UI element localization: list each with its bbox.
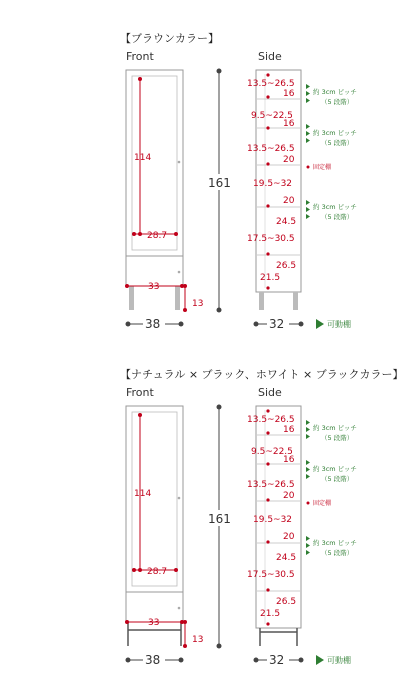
front-view <box>125 406 203 648</box>
side-label: Side <box>258 50 282 63</box>
side-dim: 20 <box>283 196 295 206</box>
green-note-line2: （5 段階） <box>321 475 354 483</box>
front-glass-door <box>132 412 177 586</box>
side-dim: 16 <box>283 89 295 99</box>
front-cabinet-outline <box>126 70 183 286</box>
side-leg-right <box>293 292 298 310</box>
side-dim: 9.5~22.5 <box>251 447 293 457</box>
side-dim: 13.5~26.5 <box>247 144 295 154</box>
front-label: Front <box>126 50 154 63</box>
door-knob <box>178 161 181 164</box>
front-leg-left <box>129 286 134 310</box>
lower-width-value: 33 <box>148 282 160 292</box>
bottom-widths <box>126 652 352 667</box>
side-dim: 20 <box>283 532 295 542</box>
section-title: 【ナチュラル × ブラック、ホワイト × ブラックカラー】 <box>120 368 404 381</box>
front-width-value: 38 <box>145 653 161 667</box>
lower-width-value: 33 <box>148 618 160 628</box>
green-note-line2: （5 段階） <box>321 549 354 557</box>
side-view <box>247 406 301 646</box>
leg-height-value: 13 <box>192 299 204 309</box>
front-width-value: 38 <box>145 317 161 331</box>
leg-height-value: 13 <box>192 635 204 645</box>
green-note-line1: 約 3cm ピッチ <box>313 424 357 432</box>
section-natural-white <box>120 368 404 667</box>
green-note-line2: （5 段階） <box>321 213 354 221</box>
green-note-line1: 約 3cm ピッチ <box>313 88 357 96</box>
door-knob <box>178 497 181 500</box>
side-dim: 24.5 <box>276 217 297 227</box>
side-leg-left <box>259 292 264 310</box>
green-note-line2: （5 段階） <box>321 434 354 442</box>
green-note-line1: 約 3cm ピッチ <box>313 465 357 473</box>
side-dim: 26.5 <box>276 597 297 607</box>
green-note-line1: 約 3cm ピッチ <box>313 539 357 547</box>
bottom-widths <box>126 316 352 331</box>
front-view <box>125 70 203 312</box>
green-note-line1: 約 3cm ピッチ <box>313 203 357 211</box>
legend-label: 可動棚 <box>327 656 351 665</box>
side-dim: 24.5 <box>276 553 297 563</box>
green-note-line1: 約 3cm ピッチ <box>313 129 357 137</box>
play-icon <box>316 655 324 665</box>
side-dim: 20 <box>283 491 295 501</box>
side-dim: 16 <box>283 455 295 465</box>
green-notes <box>306 84 357 221</box>
front-leg-right <box>175 286 180 310</box>
side-dim: 13.5~26.5 <box>247 480 295 490</box>
inner-width-value: 28.7 <box>147 231 168 241</box>
front-glass-door <box>132 76 177 250</box>
side-label: Side <box>258 386 282 399</box>
inner-width-value: 28.7 <box>147 567 168 577</box>
side-dim: 17.5~30.5 <box>247 570 295 580</box>
total-height-value: 161 <box>208 512 231 526</box>
side-dim: 20 <box>283 155 295 165</box>
fixed-shelf-label: 固定棚 <box>313 500 332 507</box>
side-dim: 21.5 <box>260 273 281 283</box>
side-dim: 9.5~22.5 <box>251 111 293 121</box>
total-height-value: 161 <box>208 176 231 190</box>
green-note-line2: （5 段階） <box>321 98 354 106</box>
drawer-knob <box>178 607 181 610</box>
drawer-knob <box>178 271 181 274</box>
inner-height-value: 114 <box>134 489 152 499</box>
side-dim: 21.5 <box>260 609 281 619</box>
green-note-line2: （5 段階） <box>321 139 354 147</box>
side-dim: 13.5~26.5 <box>247 79 295 89</box>
side-dim: 17.5~30.5 <box>247 234 295 244</box>
section-brown <box>120 32 357 331</box>
section-title: 【ブラウンカラー】 <box>120 32 219 45</box>
legend-label: 可動棚 <box>327 320 351 329</box>
side-dim: 16 <box>283 119 295 129</box>
side-view <box>247 70 301 310</box>
side-dim: 26.5 <box>276 261 297 271</box>
side-dim: 16 <box>283 425 295 435</box>
total-height <box>206 405 232 649</box>
side-dim: 13.5~26.5 <box>247 415 295 425</box>
fixed-shelf-label: 固定棚 <box>313 164 332 171</box>
side-dim: 19.5~32 <box>253 179 293 189</box>
front-label: Front <box>126 386 154 399</box>
side-dim: 19.5~32 <box>253 515 293 525</box>
green-notes <box>306 420 357 557</box>
total-height <box>206 69 232 313</box>
side-width-value: 32 <box>269 653 285 667</box>
play-icon <box>316 319 324 329</box>
front-cabinet-outline <box>126 406 183 622</box>
side-width-value: 32 <box>269 317 285 331</box>
inner-height-value: 114 <box>134 153 152 163</box>
